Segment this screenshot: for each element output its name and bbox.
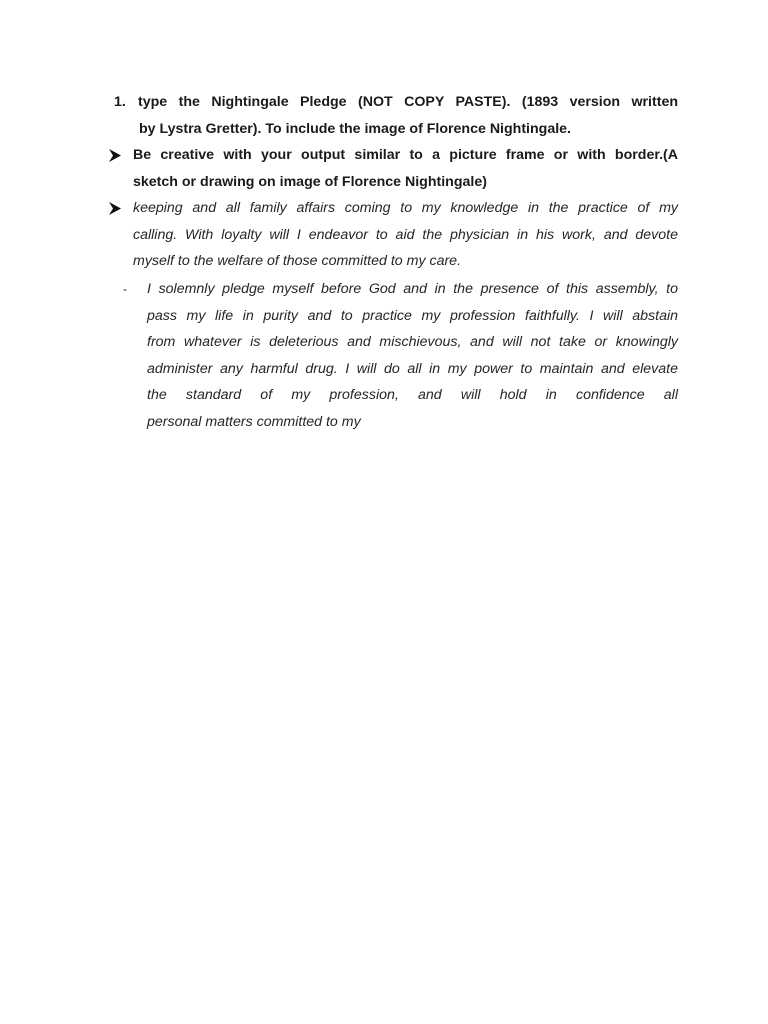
arrow-bullet-icon (108, 202, 122, 215)
pledge-line: personal matters committed to my (147, 413, 361, 430)
pledge-paragraph (133, 195, 678, 275)
pledge-line: myself to the welfare of those committed to my care. (133, 253, 462, 270)
pledge-line: administer any harmful drug. I will do all in my power to maintain and elevate (147, 360, 678, 377)
arrow-bullet-item (108, 195, 678, 275)
pledge-line: I solemnly pledge myself before God and in the presence of this assembly, to (147, 281, 678, 297)
arrow-bullet-item (108, 142, 678, 195)
pledge-line: keeping and all family affairs coming to my knowledge in the practice of my (133, 200, 678, 216)
pledge-line: the standard of my profession, and will hold in confidence all (147, 387, 678, 404)
pledge-line: calling. With loyalty will I endeavor to aid the physician in his work, and devote (133, 226, 678, 243)
list-number: 1. (114, 94, 126, 110)
pledge-line: from whatever is deleterious and mischievous, and will not take or knowingly (147, 334, 678, 351)
instruction-text (138, 89, 678, 142)
pledge-line: pass my life in purity and to practice my profession faithfully. I will abstain (147, 307, 678, 324)
pledge-paragraph (147, 276, 678, 436)
numbered-instruction (110, 89, 678, 142)
dash-bullet: - (123, 282, 127, 296)
bullet-line: Be creative with your output similar to a picture frame or with border.(A (133, 147, 678, 163)
bullet-text (133, 142, 678, 195)
dash-bullet-item (120, 276, 678, 436)
arrow-bullet-icon (108, 149, 122, 162)
bullet-line: sketch or drawing on image of Florence Nightingale) (133, 173, 487, 190)
instruction-line: by Lystra Gretter). To include the image of Florence Nightingale. (139, 120, 571, 137)
instruction-line: type the Nightingale Pledge (NOT COPY PASTE). (1893 version written (138, 94, 678, 110)
